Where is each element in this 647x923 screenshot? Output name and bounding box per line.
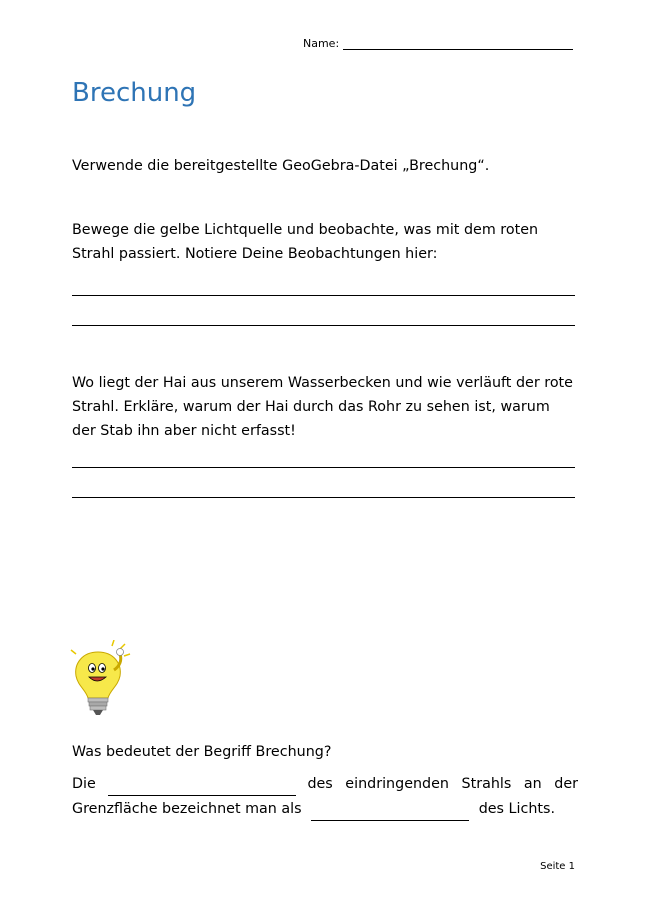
- answer-line[interactable]: [72, 295, 575, 296]
- name-input-line[interactable]: [343, 37, 573, 50]
- fill-text: Grenzfläche bezeichnet man als: [72, 801, 302, 817]
- question-text: Was bedeutet der Begriff Brechung?: [72, 744, 332, 760]
- answer-line[interactable]: [72, 467, 575, 468]
- answer-line[interactable]: [72, 497, 575, 498]
- name-field: [303, 37, 573, 50]
- task2-text: Wo liegt der Hai aus unserem Wasserbecken und wie verläuft der rote Strahl. Erkläre, warum der Hai durch das Rohr zu sehen ist, warum der Stab ihn aber nicht erfasst!: [72, 375, 573, 439]
- task1-text: Bewege die gelbe Lichtquelle und beobachte, was mit dem roten Strahl passiert. Notiere Deine Beobachtungen hier:: [72, 222, 539, 262]
- fill-in-line-1: [72, 772, 578, 796]
- fill-in-line-2: [72, 797, 578, 821]
- fill-text: Die: [72, 776, 96, 792]
- lightbulb-mascot-icon: [68, 640, 132, 718]
- page-number: Seite 1: [540, 861, 575, 872]
- answer-line[interactable]: [72, 325, 575, 326]
- name-label: Name:: [303, 37, 340, 50]
- fill-text: des Lichts.: [478, 801, 556, 817]
- fill-blank[interactable]: [108, 781, 296, 796]
- fill-text: des eindringenden Strahls an der: [307, 776, 578, 792]
- fill-blank[interactable]: [311, 806, 469, 821]
- instruction-text: Verwende die bereitgestellte GeoGebra-Datei „Brechung“.: [72, 158, 490, 174]
- page-title: Brechung: [72, 78, 197, 108]
